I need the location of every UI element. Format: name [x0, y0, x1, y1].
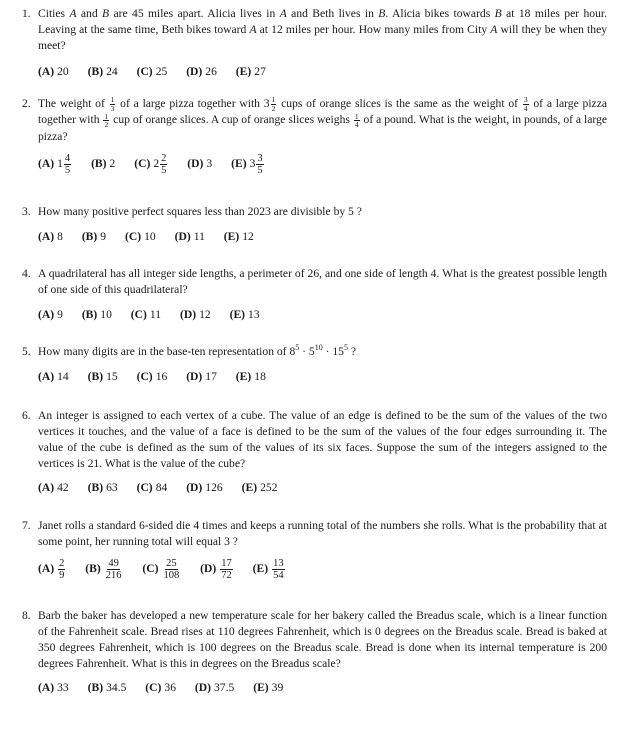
choice-d: (D) 126: [186, 481, 223, 495]
choice-b: (B) $\frac{49}{216}$: [85, 558, 122, 581]
choice-c: (C) 16: [136, 370, 168, 384]
choice-c: (C) 36: [145, 681, 176, 695]
choice-a: (A) 8: [38, 230, 63, 244]
choice-d: (D) 26: [186, 65, 217, 79]
choice-c: (C) $\frac{25}{108}$: [142, 558, 180, 581]
choice-d: (D) $\frac{17}{72}$: [200, 558, 232, 581]
choice-b: (B) 2: [91, 157, 116, 171]
choice-e: (E) 39: [253, 681, 284, 695]
choice-a: (A) 9: [38, 308, 63, 322]
problem-7: [22, 518, 607, 581]
choice-b: (B) 9: [81, 230, 107, 244]
choice-e: (E) $\frac{13}{54}$: [252, 558, 284, 581]
choice-a: (A) 42: [38, 481, 69, 495]
choice-a: (A) 14: [38, 370, 69, 384]
problem-number: 5.: [22, 345, 31, 358]
answer-choices: [38, 229, 607, 245]
fraction: $\frac{1}{2}$: [271, 95, 276, 113]
answer-choices: [38, 153, 607, 176]
problem-number: 6.: [22, 409, 31, 422]
choice-d: (D) 12: [179, 308, 211, 322]
problem-2: [22, 96, 607, 176]
choice-e: (E) 13: [229, 308, 260, 322]
choice-a: (A) 1 $\frac{4}{5}$: [38, 152, 71, 176]
problem-number: 1.: [22, 7, 31, 20]
choice-c: (C) 25: [136, 65, 168, 79]
answer-choices: [38, 558, 607, 581]
problem-text: How many digits are in the base-ten representation of $8^5 \cdot 5^{10} \cdot 15^5$ ?: [38, 343, 357, 358]
choice-c: (C) 10: [124, 230, 156, 244]
problem-text: An integer is assigned to each vertex of a cube. The value of an edge is defined to be the sum of the values of the two vertices it touches, and the value of a face is defined to be the sum of the values of the four edges surrounding it. The value of the cube is defined as the sum of the values of its six faces. Suppose the sum of the integers assigned to the vertices is 21. What is the value of the cube?: [38, 409, 607, 470]
choice-d: (D) 11: [174, 230, 205, 244]
choice-b: (B) 24: [87, 65, 118, 79]
choice-c: (C) 2 $\frac{2}{5}$: [134, 152, 167, 176]
problem-number: 7.: [22, 519, 31, 532]
choice-b: (B) 34.5: [87, 681, 127, 695]
problem-text: Cities A and B are 45 miles apart. Alicia lives in A and Beth lives in B. Alicia bikes towards B at 18 miles per hour. Leaving at the same time, Beth bikes toward A at 12 miles per hour. How many miles from City A will they be when they meet?: [38, 7, 608, 52]
problem-4: [22, 266, 607, 323]
problem-text: How many positive perfect squares less than 2023 are divisible by 5 ?: [38, 205, 362, 218]
choice-c: (C) 11: [130, 308, 162, 322]
problem-text: Janet rolls a standard 6-sided die 4 times and keeps a running total of the numbers she rolls. What is the probability that at some point, her running total will equal 3 ?: [38, 519, 607, 548]
fraction: $\frac{1}{4}$: [354, 111, 359, 130]
choice-b: (B) 63: [87, 481, 118, 495]
problem-number: 8.: [22, 609, 31, 622]
choice-e: (E) 12: [223, 230, 254, 244]
fraction: $\frac{1}{2}$: [104, 111, 109, 130]
problem-1: [22, 6, 607, 80]
choice-d: (D) 17: [186, 370, 217, 384]
choice-e: (E) 252: [241, 481, 278, 495]
choice-e: (E) 3 $\frac{3}{5}$: [231, 152, 263, 176]
problem-text: Barb the baker has developed a new temperature scale for her bakery called the Breadus scale, which is a linear function of the Fahrenheit scale. Bread rises at 110 degrees Fahrenheit, which is 0 degrees on the Breadus scale. Bread is baked at 350 degrees Fahrenheit, which is 100 degrees on the Breadus scale. Bread is done when its internal temperature is 200 degrees Fahrenheit. What is this in degrees on the Breadus scale?: [38, 609, 607, 670]
choice-a: (A) 20: [38, 65, 69, 79]
choice-e: (E) 18: [235, 370, 266, 384]
problem-5: [22, 344, 607, 385]
problem-6: [22, 408, 607, 496]
answer-choices: [38, 680, 607, 696]
problem-number: 4.: [22, 267, 31, 280]
fraction: $\frac{3}{4}$: [523, 95, 528, 113]
fraction: $\frac{1}{3}$: [110, 95, 115, 113]
choice-a: (A) $\frac{2}{9}$: [38, 558, 65, 581]
problem-8: [22, 608, 607, 696]
problem-text: A quadrilateral has all integer side lengths, a perimeter of 26, and one side of length 4. What is the greatest possible length of one side of this quadrilateral?: [38, 267, 607, 296]
choice-a: (A) 33: [38, 681, 69, 695]
problem-number: 2.: [22, 97, 31, 110]
problem-3: [22, 204, 607, 245]
answer-choices: [38, 480, 607, 496]
choice-b: (B) 10: [81, 308, 112, 322]
choice-e: (E) 27: [235, 65, 266, 79]
choice-c: (C) 84: [136, 481, 168, 495]
answer-choices: [38, 307, 607, 323]
choice-d: (D) 37.5: [194, 681, 235, 695]
answer-choices: [38, 64, 607, 80]
problem-number: 3.: [22, 205, 31, 218]
choice-b: (B) 15: [87, 370, 118, 384]
answer-choices: [38, 369, 607, 385]
choice-d: (D) 3: [187, 157, 213, 171]
problem-text: The weight of $\frac{1}{3}$ of a large pizza together with 3 $\frac{1}{2}$ cups of orange slices is the same as the weight of $\frac{3}{4}$ of a large pizza together with $\frac{1}{2}$ cup of orange slices. A cup of orange slices weighs $\frac{1}{4}$ of a pound. What is the weight, in pounds, of a large pizza?: [38, 95, 607, 143]
